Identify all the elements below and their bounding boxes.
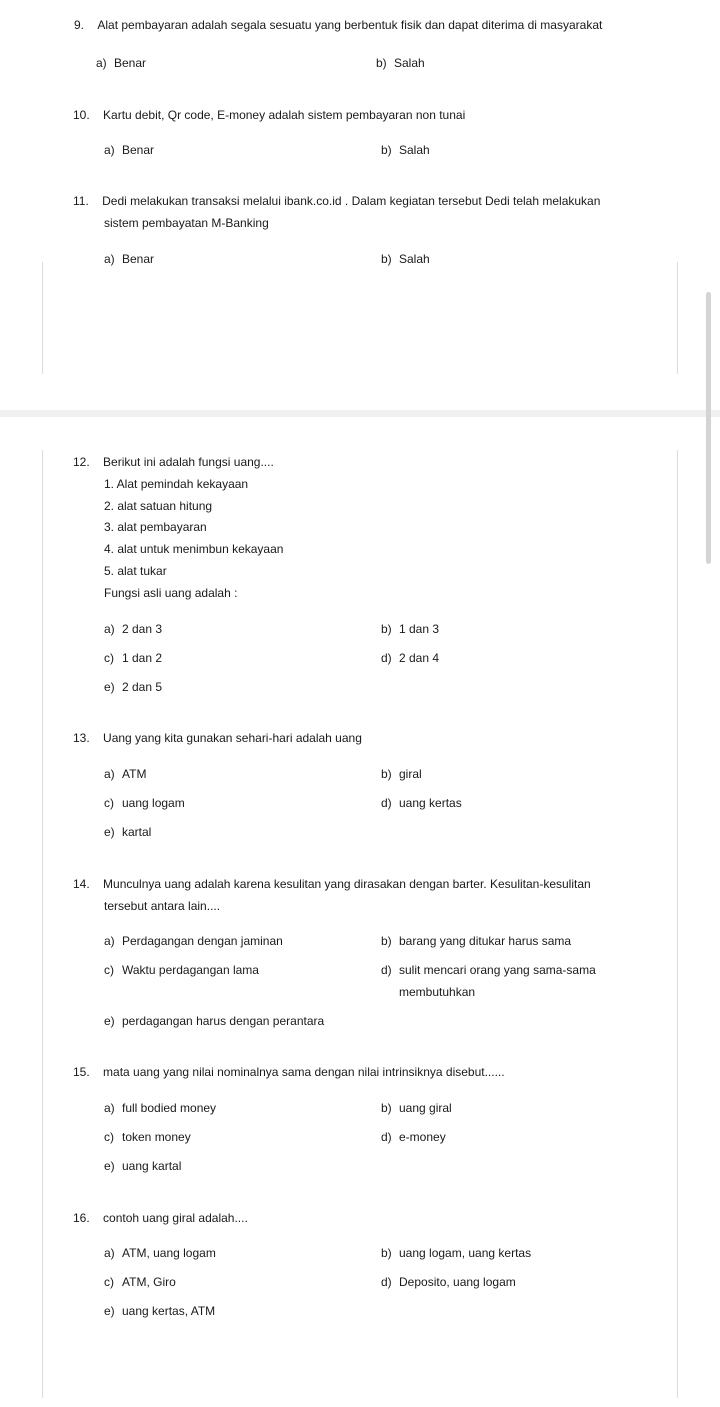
question-number: 15. bbox=[73, 1065, 90, 1079]
question-number: 14. bbox=[73, 877, 90, 891]
option-a: a) full bodied money bbox=[104, 1101, 217, 1115]
option-d: d) uang kertas bbox=[381, 796, 462, 810]
question-text: Berikut ini adalah fungsi uang.... bbox=[103, 455, 274, 469]
option-e: e) uang kartal bbox=[104, 1159, 182, 1173]
option-a: a) 2 dan 3 bbox=[104, 622, 163, 636]
option-b: b) Salah bbox=[381, 143, 430, 157]
option-c: c) Waktu perdagangan lama bbox=[104, 963, 259, 977]
question-13 bbox=[73, 731, 362, 745]
question-11 bbox=[73, 194, 600, 208]
option-b: b) barang yang ditukar harus sama bbox=[381, 934, 572, 948]
question-16 bbox=[73, 1211, 248, 1225]
option-a: a) Benar bbox=[104, 252, 155, 266]
list-item: 5. alat tukar bbox=[104, 564, 167, 578]
page-gap bbox=[0, 410, 720, 417]
option-b: b) Salah bbox=[376, 56, 425, 70]
question-text: Alat pembayaran adalah segala sesuatu yang berbentuk fisik dan dapat diterima di masyarakat bbox=[97, 18, 603, 32]
vertical-scrollbar[interactable] bbox=[706, 292, 711, 564]
page-border-left bbox=[42, 262, 43, 374]
option-b: b) Salah bbox=[381, 252, 430, 266]
option-d: d) 2 dan 4 bbox=[381, 651, 440, 665]
option-e: e) kartal bbox=[104, 825, 152, 839]
option-e: e) perdagangan harus dengan perantara bbox=[104, 1014, 325, 1028]
question-text: Uang yang kita gunakan sehari-hari adalah uang bbox=[103, 731, 362, 745]
option-a: a) ATM, uang logam bbox=[104, 1246, 216, 1260]
question-prompt: Fungsi asli uang adalah : bbox=[104, 586, 238, 600]
page-border-right bbox=[677, 450, 678, 1398]
page-border-left bbox=[42, 450, 43, 1398]
question-14 bbox=[73, 877, 591, 891]
question-15 bbox=[73, 1065, 505, 1079]
option-e: e) 2 dan 5 bbox=[104, 680, 163, 694]
question-number: 11. bbox=[73, 194, 89, 208]
option-c: c) token money bbox=[104, 1130, 191, 1144]
option-d: d) sulit mencari orang yang sama-sama bbox=[381, 963, 596, 977]
question-number: 16. bbox=[73, 1211, 90, 1225]
question-text: mata uang yang nilai nominalnya sama dengan nilai intrinsiknya disebut...... bbox=[103, 1065, 505, 1079]
option-c: c) uang logam bbox=[104, 796, 185, 810]
option-b: b) uang giral bbox=[381, 1101, 452, 1115]
question-text: Dedi melakukan transaksi melalui ibank.co.id . Dalam kegiatan tersebut Dedi telah melakukan bbox=[102, 194, 601, 208]
option-d: d) e-money bbox=[381, 1130, 446, 1144]
question-text: Munculnya uang adalah karena kesulitan yang dirasakan dengan barter. Kesulitan-kesulitan bbox=[103, 877, 591, 891]
question-number: 10. bbox=[73, 108, 90, 122]
question-10 bbox=[73, 108, 465, 122]
option-c: c) ATM, Giro bbox=[104, 1275, 176, 1289]
page-border-right bbox=[677, 262, 678, 374]
question-text-line2: tersebut antara lain.... bbox=[104, 899, 221, 913]
option-d: d) Deposito, uang logam bbox=[381, 1275, 516, 1289]
option-b: b) uang logam, uang kertas bbox=[381, 1246, 532, 1260]
question-number: 9. bbox=[74, 18, 85, 32]
list-item: 3. alat pembayaran bbox=[104, 520, 207, 534]
list-item: 1. Alat pemindah kekayaan bbox=[104, 477, 249, 491]
option-b: b) giral bbox=[381, 767, 422, 781]
list-item: 2. alat satuan hitung bbox=[104, 499, 213, 513]
question-number: 13. bbox=[73, 731, 90, 745]
question-12 bbox=[73, 455, 274, 469]
option-a: a) Benar bbox=[96, 56, 147, 70]
document-page-2 bbox=[0, 417, 720, 1407]
option-b: b) 1 dan 3 bbox=[381, 622, 440, 636]
option-a: a) Perdagangan dengan jaminan bbox=[104, 934, 283, 948]
question-text: Kartu debit, Qr code, E-money adalah sistem pembayaran non tunai bbox=[103, 108, 466, 122]
question-9 bbox=[74, 18, 602, 32]
option-e: e) uang kertas, ATM bbox=[104, 1304, 216, 1318]
question-text: contoh uang giral adalah.... bbox=[103, 1211, 248, 1225]
list-item: 4. alat untuk menimbun kekayaan bbox=[104, 542, 284, 556]
question-number: 12. bbox=[73, 455, 90, 469]
option-a: a) ATM bbox=[104, 767, 147, 781]
document-page-1 bbox=[0, 0, 720, 410]
option-c: c) 1 dan 2 bbox=[104, 651, 163, 665]
question-text-line2: sistem pembayatan M-Banking bbox=[104, 216, 269, 230]
option-a: a) Benar bbox=[104, 143, 155, 157]
option-d-line2: membutuhkan bbox=[399, 985, 476, 999]
